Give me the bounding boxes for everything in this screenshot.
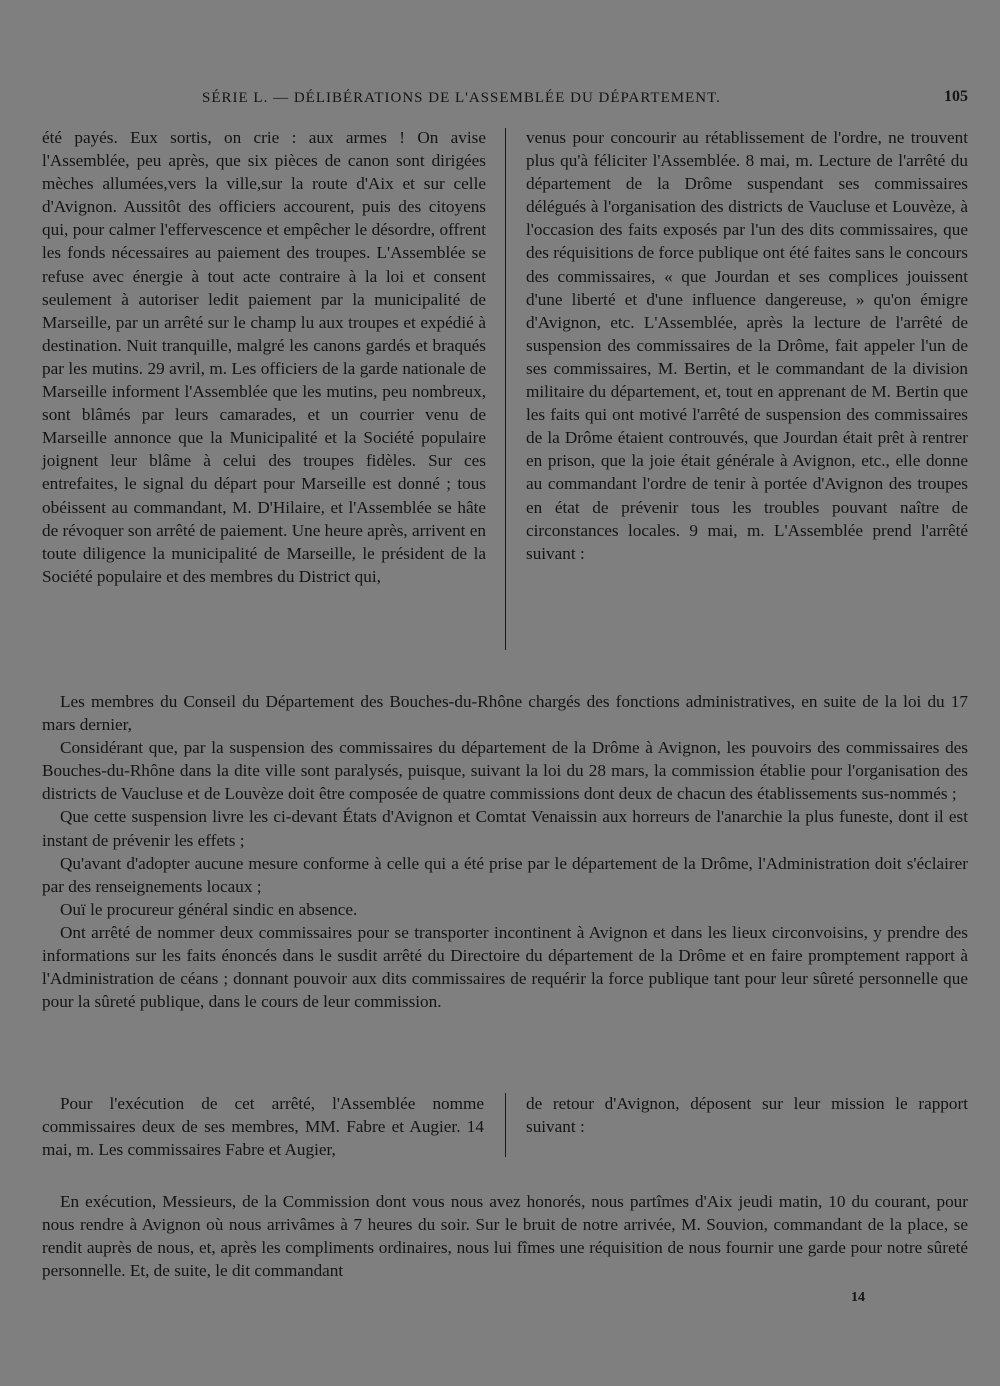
left-column-top <box>42 126 486 588</box>
right-column-top <box>526 126 968 565</box>
decree-paragraph: Ouï le procureur général sindic en absence. <box>60 899 358 919</box>
report-text <box>42 1190 968 1282</box>
column-divider <box>505 1093 506 1157</box>
decree-paragraph: Qu'avant d'adopter aucune mesure conforme à celle qui a été prise par le département de la Drôme, l'Administration doit s'éclairer par des renseignements locaux ; <box>42 853 968 896</box>
column-divider <box>505 128 506 650</box>
running-title: SÉRIE L. — DÉLIBÉRATIONS DE L'ASSEMBLÉE DU DÉPARTEMENT. <box>202 90 721 106</box>
signature-mark: 14 <box>851 1290 865 1305</box>
decree-text <box>42 690 968 1013</box>
decree-paragraph: Considérant que, par la suspension des commissaires du département de la Drôme à Avignon, les pouvoirs des commissaires des Bouches-du-Rhône dans la dite ville sont paralysés, puisque, suivant la loi du 28 mars, la commission établie pour l'organisation des districts de Vaucluse et de Louvèze doit être composée de quatre commissions dont deux de chacun des établissements sus-nommés ; <box>42 738 968 804</box>
decree-paragraph: Ont arrêté de nommer deux commissaires pour se transporter incontinent à Avignon et dans les lieux circonvoisins, y prendre des informations sur les faits énoncés dans le susdit arrêté du Directoire du département de la Drôme et en faire promptement rapport à l'Administration de céans ; donnant pouvoir aux dits commissaires de requérir la force publique tant pour leur sûreté personnelle que pour la sûreté publique, dans le cours de leur commission. <box>42 922 968 1012</box>
paragraph: été payés. Eux sortis, on crie : aux armes ! On avise l'Assemblée, peu après, que six pièces de canon sont dirigées mèches allumées,vers la ville,sur la route d'Aix et sur celle d'Avignon. Aussitôt des officiers accourent, puis des citoyens qui, pour calmer l'effervescence et empêcher le désordre, offrent les fonds nécessaires au paiement des troupes. L'Assemblée se refuse avec énergie à tout acte contraire à la loi et consent seulement à autoriser ledit paiement par la municipalité de Marseille, par un arrêté sur le champ lu aux troupes et expédié à destination. Nuit tranquille, malgré les canons gardés et braqués par les mutins. 29 avril, m. Les officiers de la garde nationale de Marseille informent l'Assemblée que les mutins, peu nombreux, sont blâmés par leurs camarades, et un courrier venu de Marseille annonce que la Municipalité et la Société populaire joignent leur blâme à celui des troupes fidèles. Sur ces entrefaites, le signal du départ pour Marseille est donné ; tous obéissent au commandant, M. D'Hilaire, et l'Assemblée se hâte de révoquer son arrêté de paiement. Une heure après, arrivent en toute diligence la municipalité de Marseille, le président de la Société populaire et des membres du District qui, <box>42 128 486 586</box>
right-column-middle <box>526 1092 968 1138</box>
left-column-middle <box>42 1092 484 1161</box>
paragraph: de retour d'Avignon, déposent sur leur mission le rapport suivant : <box>526 1094 968 1137</box>
decree-paragraph: Les membres du Conseil du Département des Bouches-du-Rhône chargés des fonctions administratives, en suite de la loi du 17 mars dernier, <box>42 692 968 735</box>
report-paragraph: En exécution, Messieurs, de la Commission dont vous nous avez honorés, nous partîmes d'Aix jeudi matin, 10 du courant, pour nous rendre à Avignon où nous arrivâmes à 7 heures du soir. Sur le bruit de notre arrivée, M. Souvion, commandant de la place, se rendit auprès de nous, et, après les compliments ordinaires, nous lui fîmes une réquisition de nous fournir une garde pour notre sûreté personnelle. Et, de suite, le dit commandant <box>42 1192 968 1281</box>
running-header <box>42 88 968 112</box>
page-number: 105 <box>944 88 968 105</box>
paragraph: venus pour concourir au rétablissement de l'ordre, ne trouvent plus qu'à féliciter l'Assemblée. 8 mai, m. Lecture de l'arrêté du département de la Drôme suspendant ses commissaires délégués à l'organisation des districts de Vaucluse et Louvèze, à l'occasion des faits exposés par l'un des dits commissaires, que des réquisitions de force publique ont été faites sans le concours des commissaires, « que Jourdan et ses complices jouissent d'une liberté et d'une influence dangereuse, » qu'on émigre d'Avignon, etc. L'Assemblée, après la lecture de l'arrêté de suspension des commissaires de la Drôme, fait appeler l'un de ses commissaires, M. Bertin, et le commandant de la division militaire du département, et, tout en apprenant de M. Bertin que les faits qui ont motivé l'arrêté de suspension des commissaires de la Drôme étaient controuvés, que Jourdan était prêt à rentrer en prison, que la joie était générale à Avignon, etc., elle donne au commandant l'ordre de tenir à portée d'Avignon des troupes en état de prévenir tous les troubles pouvant naître de circonstances locales. 9 mai, m. L'Assemblée prend l'arrêté suivant : <box>526 128 968 563</box>
decree-paragraph: Que cette suspension livre les ci-devant États d'Avignon et Comtat Venaissin aux horreurs de l'anarchie la plus funeste, dont il est instant de prévenir les effets ; <box>42 807 968 850</box>
paragraph: Pour l'exécution de cet arrêté, l'Assemblée nomme commissaires deux de ses membres, MM. Fabre et Augier. 14 mai, m. Les commissaires Fabre et Augier, <box>42 1094 484 1160</box>
